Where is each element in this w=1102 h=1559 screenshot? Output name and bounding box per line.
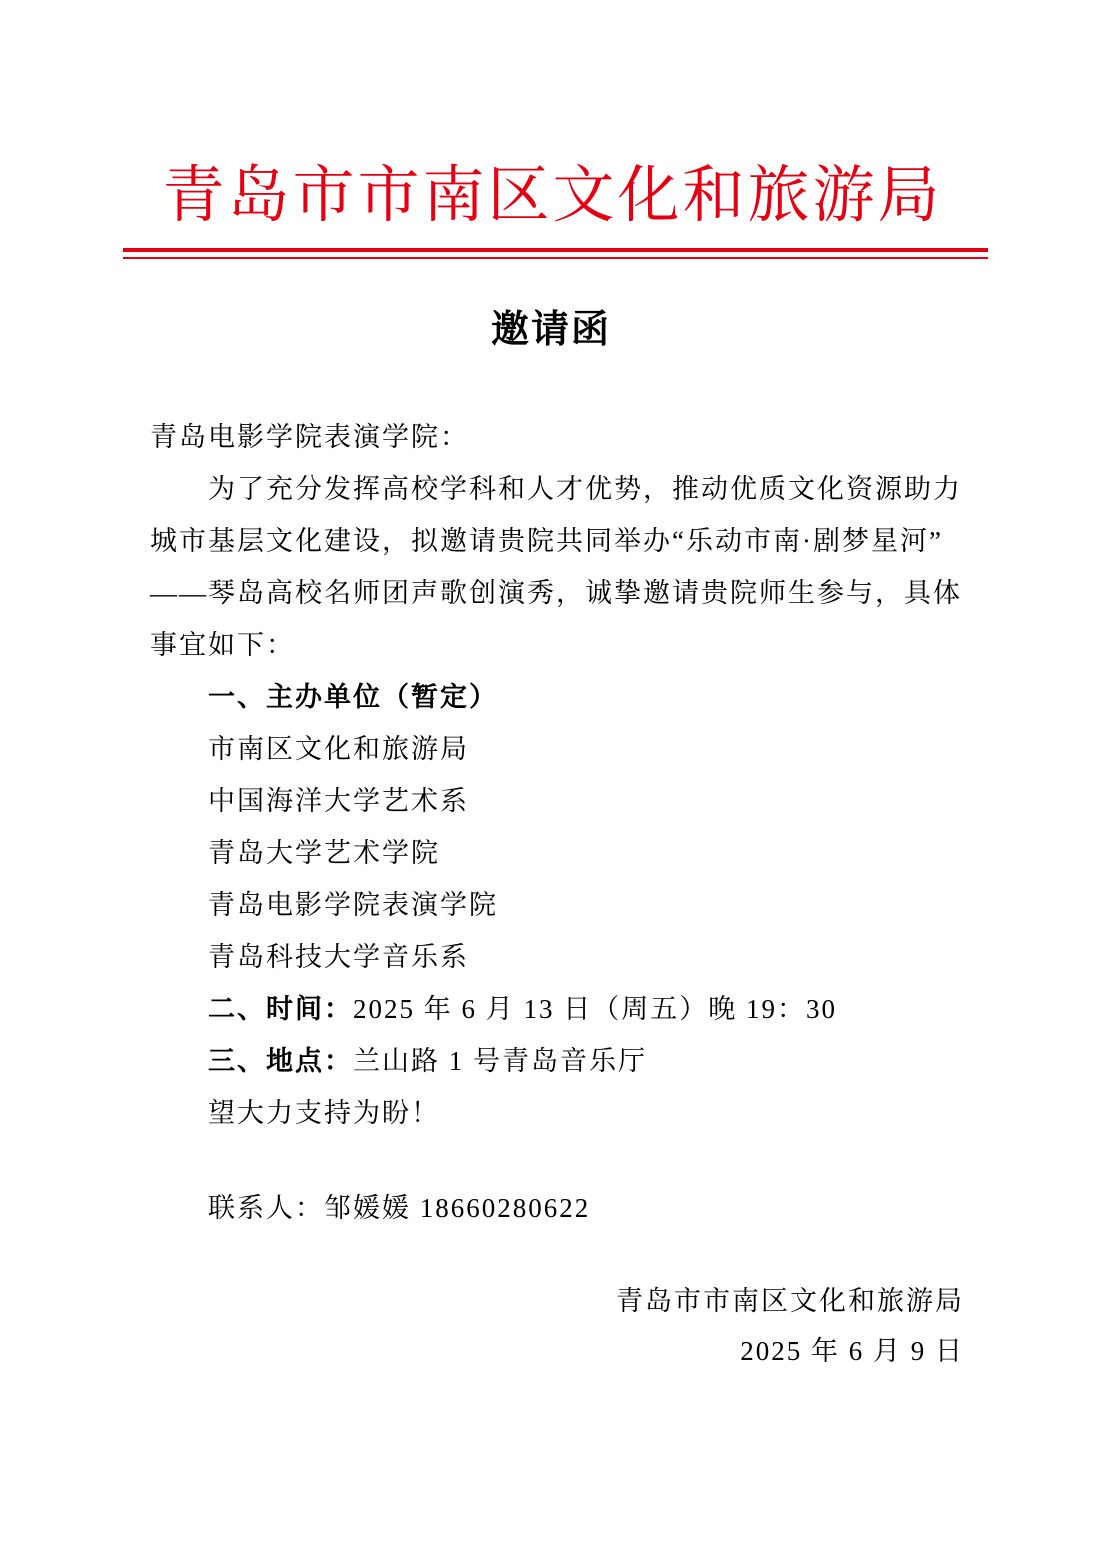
organizer-item: 青岛大学艺术学院 (208, 838, 440, 868)
venue-row (150, 1035, 962, 1087)
time-value: 2025 年 6 月 13 日（周五）晚 19：30 (353, 994, 837, 1024)
venue-label: 三、地点： (208, 1046, 353, 1076)
time-label: 二、时间： (208, 994, 353, 1024)
letterhead-org-name: 青岛市市南区文化和旅游局 (162, 161, 943, 230)
contact-line: 联系人：邹媛媛 18660280622 (208, 1193, 591, 1223)
closing-remark: 望大力支持为盼！ (208, 1098, 440, 1128)
time-row (150, 983, 962, 1035)
intro-line: ——琴岛高校名师团声歌创演秀，诚挚邀请贵院师生参与，具体 (150, 578, 962, 608)
organizer-item: 青岛电影学院表演学院 (208, 890, 498, 920)
organizer-item: 中国海洋大学艺术系 (208, 786, 469, 816)
salutation: 青岛电影学院表演学院： (150, 422, 469, 452)
letter-body (150, 411, 962, 1139)
signature-date: 2025 年 6 月 9 日 (740, 1336, 964, 1366)
signature-org: 青岛市市南区文化和旅游局 (616, 1286, 964, 1316)
letterhead-thin-rule (123, 257, 988, 259)
intro-line: 事宜如下： (150, 630, 295, 660)
organizers-heading: 一、主办单位（暂定） (208, 682, 498, 712)
signature-block (616, 1276, 964, 1376)
intro-line: 为了充分发挥高校学科和人才优势，推动优质文化资源助力 (208, 474, 962, 504)
letterhead-thick-rule (123, 248, 988, 252)
organizer-item: 青岛科技大学音乐系 (208, 942, 469, 972)
venue-value: 兰山路 1 号青岛音乐厅 (353, 1046, 647, 1076)
organizer-item: 市南区文化和旅游局 (208, 734, 469, 764)
intro-line: 城市基层文化建设，拟邀请贵院共同举办“乐动市南·剧梦星河” (150, 526, 943, 556)
document-title: 邀请函 (490, 309, 611, 351)
